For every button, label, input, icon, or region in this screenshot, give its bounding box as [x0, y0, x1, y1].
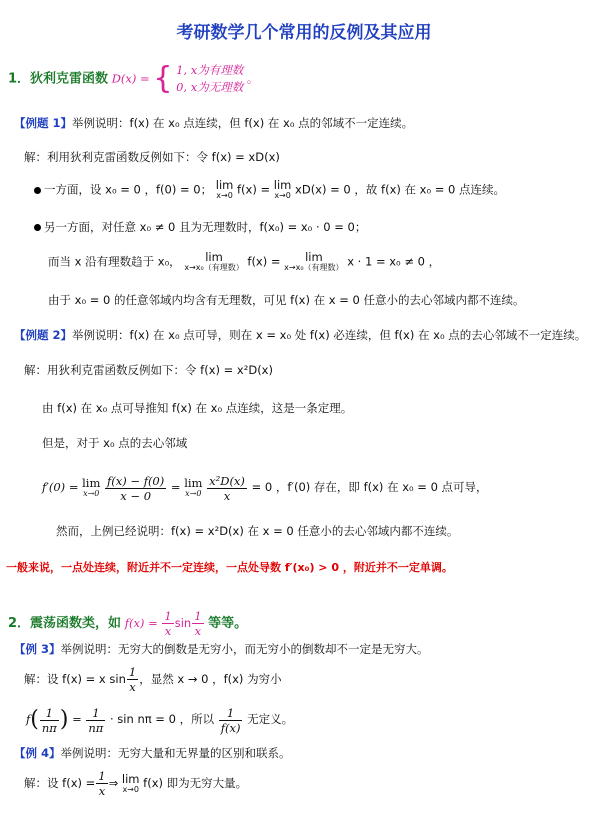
section-2-heading: 2．震荡函数类，如	[8, 616, 122, 631]
case-rational: 1, x为有理数	[176, 63, 244, 77]
frac-num: f(x) − f(0)	[107, 473, 165, 488]
ex1-l3c: x · 1 = x₀ ≠ 0 ，	[347, 254, 441, 269]
limit-4	[284, 252, 343, 272]
frac-den: nπ	[41, 720, 57, 735]
ex3-line-2	[26, 702, 293, 737]
lim-label: lim	[184, 476, 203, 490]
ex1-b1a: 一方面，设 x₀ = 0 ，f(0) = 0；	[44, 182, 213, 197]
lim-label: lim	[82, 476, 101, 490]
implies-arrow: ⇒	[108, 776, 119, 790]
bullet-icon	[34, 224, 41, 231]
frac-den: x	[194, 624, 202, 638]
ex4-sol-b: f(x) 即为无穷大量。	[143, 776, 248, 790]
ex1-bullet-2	[34, 219, 366, 235]
limit-2	[274, 180, 292, 200]
deriv-rhs: = 0 ，f′(0) 存在，即 f(x) 在 x₀ = 0 点可导，	[251, 480, 488, 494]
frac-den: x	[164, 624, 172, 638]
ex2-line-3: 但是，对于 x₀ 点的去心邻域	[42, 436, 188, 450]
lim-label: lim	[215, 178, 234, 192]
frac-num: 1	[164, 609, 172, 623]
frac-1-over-x-2	[192, 609, 203, 638]
section-2-end: 等等。	[208, 616, 248, 631]
ex2-solution: 解：用狄利克雷函数反例如下：令 f(x) = x²D(x)	[24, 363, 273, 377]
ex3-statement-line	[14, 641, 429, 657]
frac-num: 1	[86, 706, 105, 721]
lim-label: lim	[205, 250, 223, 264]
ex1-line-3	[48, 252, 440, 272]
frac-num: 1	[128, 665, 137, 679]
frac-den: x	[129, 680, 136, 694]
quotient-2	[207, 474, 247, 503]
paren-close: )	[59, 707, 69, 732]
section-1-heading-line	[8, 62, 258, 96]
ex4-tag: 【例 4】	[14, 746, 61, 760]
lim-label: lim	[305, 250, 323, 264]
oscillating-fn: f(x) =	[124, 616, 158, 630]
limit-1	[216, 180, 234, 200]
lim-label: lim	[121, 771, 140, 786]
ex2-statement-line	[14, 327, 586, 343]
ex1-statement-line	[14, 115, 413, 131]
ex2-derivative-line	[42, 470, 488, 504]
bullet-icon	[34, 187, 41, 194]
deriv-lhs: f′(0) =	[42, 480, 79, 494]
section-1-end: 。	[246, 71, 259, 86]
red-remark: 一般来说，一点处连续，附近并不一定连续，一点处导数 f′(x₀) > 0 ，附近并不一定单调。	[6, 561, 453, 574]
ex3-statement: 举例说明：无穷大的倒数是无穷小，而无穷小的倒数却不一定是无穷大。	[60, 642, 429, 656]
limit-7	[121, 771, 140, 794]
dirichlet-cases	[176, 62, 243, 96]
ex3-sol-a: 解：设 f(x) = x sin	[24, 672, 126, 686]
f-label: f	[26, 712, 31, 726]
frac-den: f(x)	[220, 720, 241, 735]
frac-den: x	[223, 488, 231, 503]
page-title: 考研数学几个常用的反例及其应用	[176, 23, 432, 43]
ex3-sol-b: ，显然 x → 0 ，f(x) 为穷小	[139, 672, 282, 686]
ex1-line-4: 由于 x₀ = 0 的任意邻域内均含有无理数，可见 f(x) 在 x = 0 任意小的去心邻域内都不连续。	[48, 293, 525, 307]
ex2-line-2: 由 f(x) 在 x₀ 点可导推知 f(x) 在 x₀ 点连续，这是一条定理。	[42, 401, 353, 415]
ex3-solution-line	[24, 664, 282, 694]
brace-icon: {	[153, 61, 173, 96]
ex2-tag: 【例题 2】	[14, 328, 73, 342]
lim-sub: x→x₀（有理数）	[284, 263, 344, 272]
dirichlet-fn: D(x) =	[111, 71, 150, 86]
section-2-heading-line	[8, 608, 247, 639]
frac-num: 1	[219, 706, 243, 721]
limit-6	[184, 478, 202, 498]
frac-1-over-npi-2	[86, 706, 105, 735]
difference-quotient	[105, 474, 166, 503]
ex4-sol-a: 解：设 f(x) =	[24, 776, 96, 790]
frac-1-over-x	[96, 769, 107, 798]
ex4-statement: 举例说明：无穷大量和无界量的区别和联系。	[60, 746, 291, 760]
ex2-line-5: 然而，上例已经说明：f(x) = x²D(x) 在 x = 0 任意小的去心邻域内都不连续。	[56, 524, 459, 538]
frac-den: x − 0	[120, 488, 152, 503]
ex4-solution-line	[24, 768, 247, 798]
limit-5	[82, 478, 100, 498]
lim-sub: x→0	[216, 191, 233, 200]
lim-sub: x→0	[122, 784, 139, 794]
ex3-l2-mid: · sin nπ = 0 ，所以	[110, 712, 215, 726]
lim-sub: x→0	[185, 489, 202, 498]
ex1-tag: 【例题 1】	[14, 116, 73, 130]
section-1-heading: 1．狄利克雷函数	[8, 71, 109, 87]
case-irrational: 0, x为无理数	[176, 80, 244, 94]
frac-num: 1	[40, 706, 59, 721]
ex4-statement-line	[14, 745, 291, 761]
ex1-l3a: 而当 x 沿有理数趋于 x₀，	[48, 254, 181, 269]
ex3-tag: 【例 3】	[14, 642, 61, 656]
lim-label: lim	[273, 178, 292, 192]
eq-sign: =	[170, 480, 181, 494]
ex1-b2: 另一方面，对任意 x₀ ≠ 0 且为无理数时，f(x₀) = x₀ · 0 = 0；	[44, 220, 367, 234]
ex1-solution: 解：利用狄利克雷函数反例如下：令 f(x) = xD(x)	[24, 150, 280, 164]
frac-1-over-npi	[40, 706, 59, 735]
frac-1-over-x	[162, 609, 173, 638]
frac-den: x	[98, 784, 106, 798]
frac-1-over-x	[127, 665, 138, 694]
ex3-l2-end: 无定义。	[247, 712, 294, 726]
frac-num: 1	[98, 769, 106, 783]
ex1-bullet-1	[34, 180, 505, 200]
lim-sub: x→x₀（有理数）	[184, 263, 244, 272]
ex1-b1mid: f(x) =	[237, 182, 271, 197]
ex2-statement: 举例说明：f(x) 在 x₀ 点可导，则在 x = x₀ 处 f(x) 必连续，但 f(x) 在 x₀ 点的去心邻域不一定连续。	[72, 328, 587, 342]
ex1-l3mid: f(x) =	[247, 254, 281, 269]
eq-sign: =	[72, 712, 82, 726]
sin-label: sin	[174, 616, 192, 630]
limit-3	[184, 252, 243, 272]
lim-sub: x→0	[83, 489, 100, 498]
ex1-statement: 举例说明：f(x) 在 x₀ 点连续，但 f(x) 在 x₀ 点的邻域不一定连续。	[72, 116, 414, 130]
paren-open: (	[30, 707, 39, 732]
ex1-b1c: xD(x) = 0 ，故 f(x) 在 x₀ = 0 点连续。	[295, 182, 506, 197]
frac-num: 1	[194, 609, 202, 623]
lim-sub: x→0	[274, 191, 291, 200]
frac-1-over-fx	[219, 706, 243, 735]
frac-num: x²D(x)	[209, 473, 245, 488]
frac-den: nπ	[88, 720, 104, 735]
